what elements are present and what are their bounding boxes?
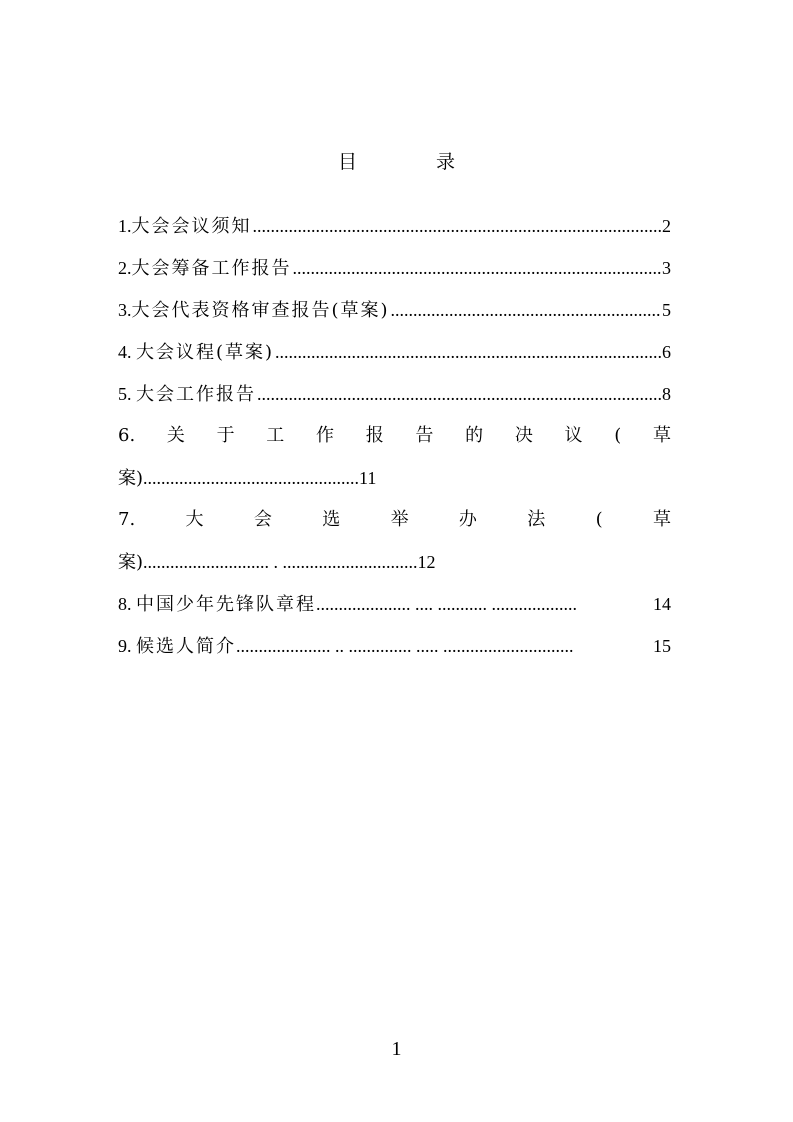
toc-entry-title-end: 案) bbox=[118, 552, 144, 573]
toc-entry-title-end: 案) bbox=[118, 468, 144, 489]
toc-entry-number: 5. bbox=[118, 384, 136, 404]
toc-entry-page: 5 bbox=[662, 300, 671, 320]
toc-char: ( bbox=[614, 425, 622, 446]
toc-entry-6[interactable] bbox=[118, 420, 671, 504]
toc-char: 作 bbox=[316, 425, 334, 446]
toc-entry-5[interactable] bbox=[118, 378, 671, 420]
toc-char: 选 bbox=[322, 509, 341, 530]
toc-entry-number: 9. bbox=[118, 636, 136, 656]
toc-entry-page: 8 bbox=[662, 384, 671, 404]
page-number: 1 bbox=[391, 1038, 402, 1060]
dot-leader bbox=[293, 252, 662, 284]
toc-char: 报 bbox=[365, 425, 384, 446]
dot-leader: ..................... .. .............. ..... ............................. bbox=[236, 636, 574, 656]
toc-entry-page: 14 bbox=[653, 594, 671, 614]
toc-entry-page: 12 bbox=[417, 552, 436, 572]
toc-entry-continuation bbox=[118, 546, 671, 579]
toc-entry-title-justified bbox=[118, 504, 671, 536]
toc-char: 工 bbox=[266, 425, 285, 446]
toc-entry-title: 大会议程(草案) bbox=[136, 342, 275, 363]
toc-char: 议 bbox=[564, 425, 583, 446]
toc-char: 法 bbox=[527, 509, 546, 530]
toc-entry-4[interactable] bbox=[118, 336, 671, 378]
toc-char: ( bbox=[595, 509, 603, 530]
toc-entry-title: 中国少年先锋队章程 bbox=[136, 594, 316, 615]
toc-char: 大 bbox=[185, 509, 204, 530]
toc-entry-number: 1. bbox=[118, 216, 132, 236]
toc-entry-2[interactable] bbox=[118, 252, 671, 294]
toc-entry-page: 6 bbox=[662, 342, 671, 362]
toc-char: 于 bbox=[216, 425, 235, 446]
toc-char: 决 bbox=[514, 425, 533, 446]
toc-entry-title: 大会筹备工作报告 bbox=[131, 258, 292, 279]
toc-entry-title: 候选人简介 bbox=[136, 636, 236, 657]
toc-char: 关 bbox=[166, 425, 185, 446]
toc-entry-number: 2. bbox=[118, 258, 132, 278]
toc-entry-number: 6. bbox=[118, 425, 136, 446]
toc-entry-title: 大会代表资格审查报告(草案) bbox=[131, 300, 390, 321]
toc-entry-page: 15 bbox=[653, 636, 671, 656]
toc-entry-page: 2 bbox=[662, 216, 671, 236]
dot-leader: ............................ . .............................. bbox=[143, 552, 418, 572]
toc-entry-8[interactable] bbox=[118, 588, 671, 630]
toc-entry-page: 3 bbox=[662, 258, 671, 278]
toc-entry-3[interactable] bbox=[118, 294, 671, 336]
dot-leader bbox=[257, 378, 661, 410]
dot-leader bbox=[391, 294, 661, 326]
toc-char: 草 bbox=[652, 425, 671, 446]
toc-entry-number: 4. bbox=[118, 342, 136, 362]
dot-leader: ..................... .... ........... ................... bbox=[316, 594, 577, 614]
toc-char: 草 bbox=[652, 509, 671, 530]
toc-entry-number: 3. bbox=[118, 300, 132, 320]
dot-leader: ................................................ bbox=[143, 468, 360, 488]
toc-char: 的 bbox=[465, 425, 484, 446]
toc-char: 举 bbox=[390, 509, 409, 530]
toc-entry-title: 大会工作报告 bbox=[136, 384, 256, 405]
dot-leader bbox=[253, 210, 662, 242]
toc-entry-title-justified bbox=[118, 420, 671, 452]
toc-entry-number: 7. bbox=[118, 509, 136, 530]
toc-entry-7[interactable] bbox=[118, 504, 671, 588]
toc-entry-continuation bbox=[118, 462, 671, 495]
toc-entry-number: 8. bbox=[118, 594, 136, 614]
toc-char: 会 bbox=[253, 509, 272, 530]
toc-entry-title: 大会会议须知 bbox=[131, 216, 252, 237]
table-of-contents bbox=[118, 210, 671, 672]
toc-entry-1[interactable] bbox=[118, 210, 671, 252]
toc-char: 告 bbox=[415, 425, 434, 446]
toc-title: 目 录 bbox=[337, 151, 485, 173]
dot-leader bbox=[275, 336, 661, 368]
toc-entry-page: 11 bbox=[359, 468, 377, 488]
toc-entry-9[interactable] bbox=[118, 630, 671, 672]
toc-char: 办 bbox=[458, 509, 477, 530]
